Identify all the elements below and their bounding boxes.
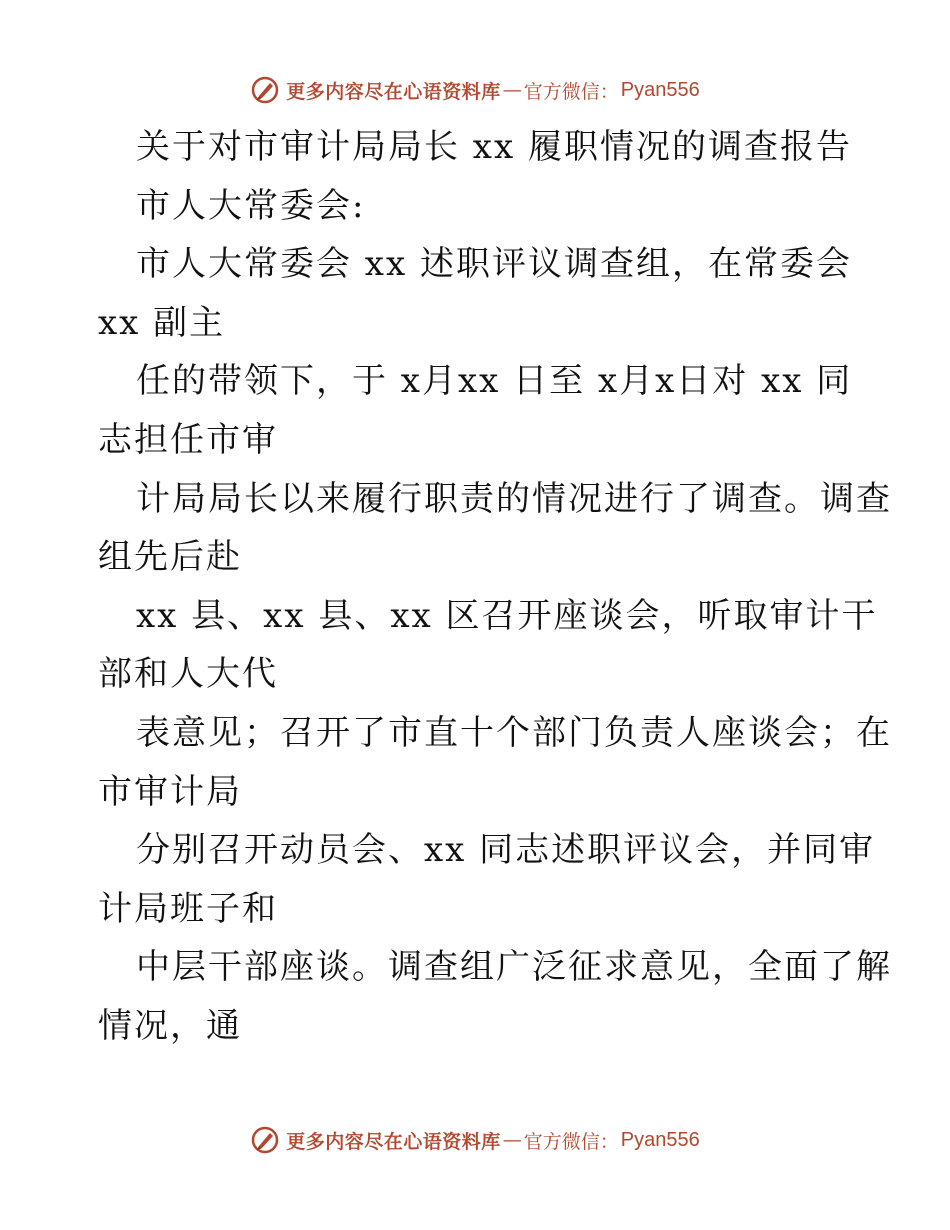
doc-line: 市审计局 [98, 771, 242, 812]
banner-wechat-id: Pyan556 [620, 78, 700, 101]
doc-line: 志担任市审 [98, 419, 278, 460]
banner-wechat-label: 官方微信： [523, 80, 619, 103]
doc-title: 关于对市审计局局长 xx 履职情况的调查报告 [136, 127, 852, 167]
header-banner [0, 70, 950, 110]
banner-dash: — [502, 1129, 522, 1151]
doc-line: 计局班子和 [98, 888, 278, 929]
doc-line: 中层干部座谈。调查组广泛征求意见，全面了解 [136, 947, 892, 988]
doc-line: 部和人大代 [98, 654, 278, 695]
doc-line: xx 县、xx 县、xx 区召开座谈会，听取审计干 [136, 595, 878, 636]
banner-wechat-label: 官方微信： [523, 1130, 619, 1153]
doc-line: 表意见；召开了市直十个部门负责人座谈会；在 [136, 712, 892, 753]
doc-line: 计局局长以来履行职责的情况进行了调查。调查 [136, 478, 892, 519]
doc-line: xx 副主 [98, 302, 226, 343]
doc-line: 市人大常委会 xx 述职评议调查组，在常委会 [136, 244, 852, 285]
footer-banner [0, 1120, 950, 1160]
doc-line: 任的带领下，于 x月xx 日至 x月x日对 xx 同 [136, 361, 853, 402]
banner-dash: — [502, 79, 522, 101]
doc-line: 分别召开动员会、xx 同志述职评议会，并同审 [136, 830, 876, 871]
doc-addressee: 市人大常委会: [136, 185, 366, 226]
banner-brand: 更多内容尽在心语资料库 [286, 80, 501, 103]
doc-line: 情况，通 [98, 1005, 242, 1046]
banner-brand: 更多内容尽在心语资料库 [286, 1130, 501, 1153]
pen-logo-icon [250, 75, 280, 105]
document-body [98, 118, 892, 1056]
pen-logo-icon [250, 1125, 280, 1155]
doc-line: 组先后赴 [98, 537, 242, 578]
banner-wechat-id: Pyan556 [620, 1128, 700, 1151]
